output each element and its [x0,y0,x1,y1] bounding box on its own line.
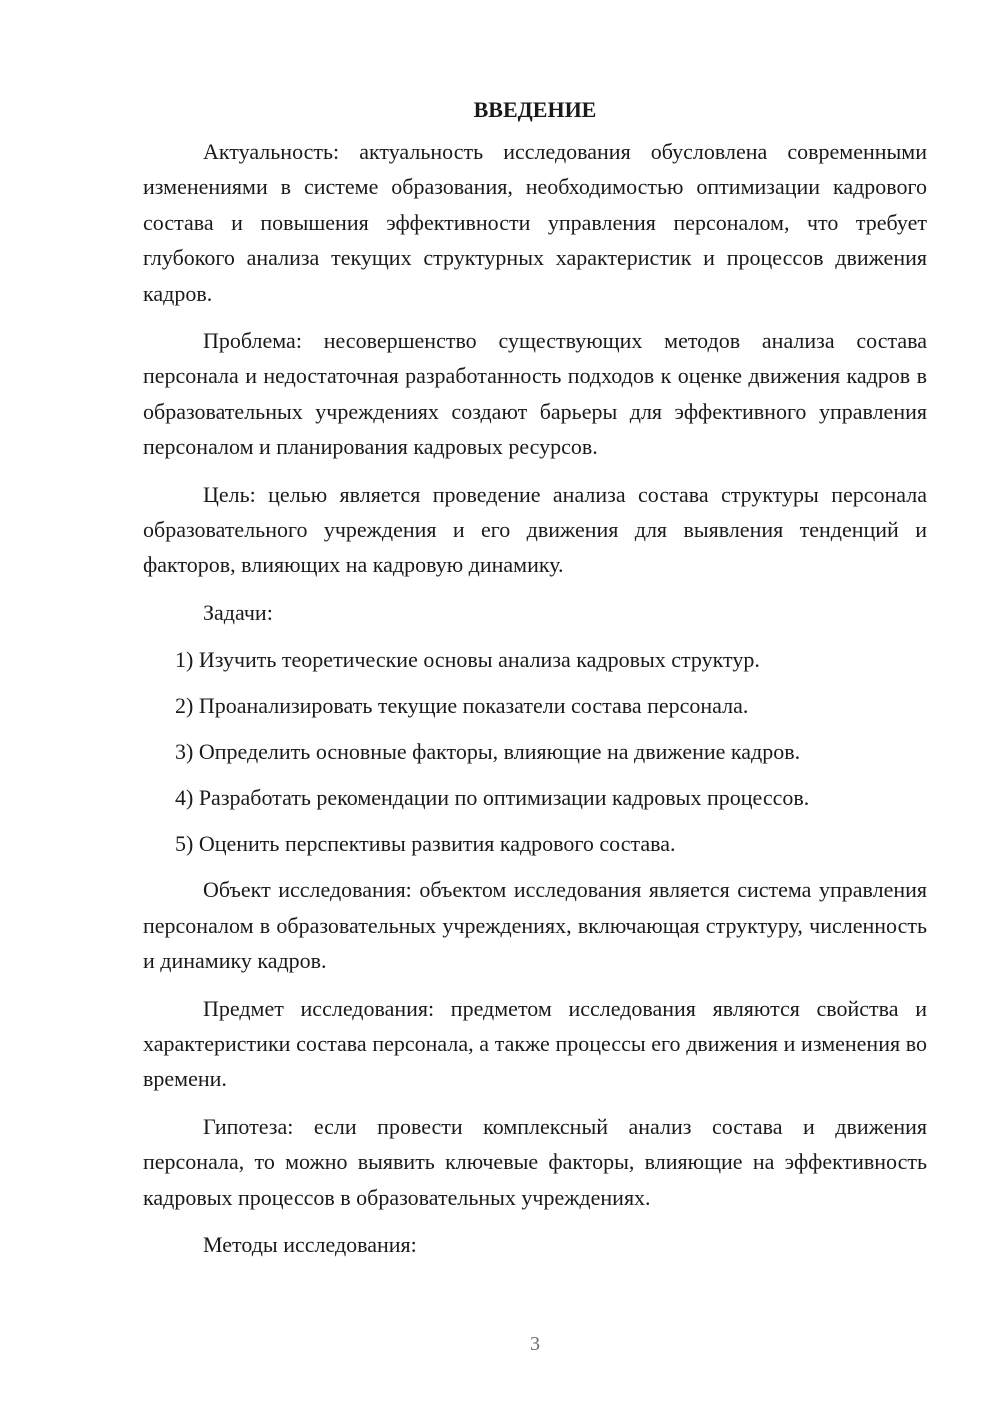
page-number: 3 [530,1333,540,1355]
tasks-heading: Задачи: [203,599,273,625]
paragraph-relevance: Актуальность: актуальность исследования обусловлена современными изменениями в системе образования, необходимостью оптимизации кадрового состава и повышения эффективности управления персоналом, что требует глубокого анализа текущих структурных характеристик и процессов движения кадров. [143,139,927,306]
task-item: 2) Проанализировать текущие показатели состава персонала. [175,693,749,719]
task-item: 5) Оценить перспективы развития кадрового состава. [175,831,676,857]
methods-heading: Методы исследования: [203,1231,417,1257]
paragraph-goal: Цель: целью является проведение анализа состава структуры персонала образовательного учреждения и его движения для выявления тенденций и факторов, влияющих на кадровую динамику. [143,481,927,578]
paragraph-problem: Проблема: несовершенство существующих методов анализа состава персонала и недостаточная разработанность подходов к оценке движения кадров в образовательных учреждениях создают барьеры для эффективного управления персоналом и планирования кадровых ресурсов. [143,328,927,460]
task-item: 3) Определить основные факторы, влияющие на движение кадров. [175,739,801,765]
task-list [143,642,927,861]
paragraph-object: Объект исследования: объектом исследования является система управления персоналом в образовательных учреждениях, включающая структуру, численность и динамику кадров. [143,877,927,974]
paragraph-subject: Предмет исследования: предметом исследования являются свойства и характеристики состава персонала, а также процессы его движения и изменения во времени. [143,995,927,1092]
page-title: ВВЕДЕНИЕ [473,97,597,122]
page-body [143,92,927,1274]
task-item: 4) Разработать рекомендации по оптимизации кадровых процессов. [175,785,810,811]
task-item: 1) Изучить теоретические основы анализа кадровых структур. [175,647,760,673]
paragraph-hypothesis: Гипотеза: если провести комплексный анализ состава и движения персонала, то можно выявить ключевые факторы, влияющие на эффективность кадровых процессов в образовательных учреждениях. [143,1113,927,1210]
